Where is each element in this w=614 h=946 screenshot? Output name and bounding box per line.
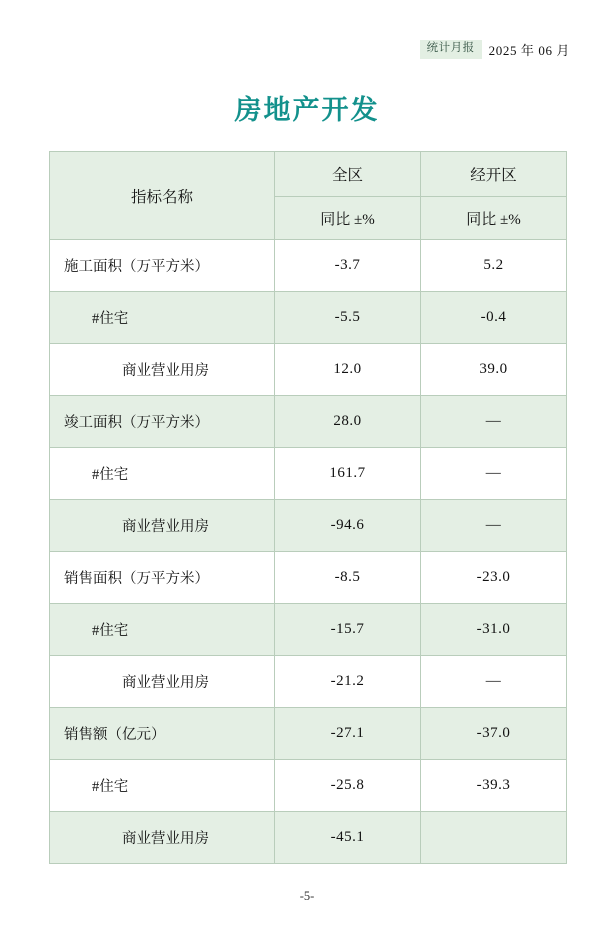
row-value-all: -25.8 bbox=[275, 760, 421, 812]
row-value-dev bbox=[421, 812, 567, 864]
table-row bbox=[50, 760, 567, 812]
row-value-dev: 39.0 bbox=[421, 344, 567, 396]
row-value-all: -21.2 bbox=[275, 656, 421, 708]
row-indicator-name: #住宅 bbox=[50, 448, 275, 500]
header-region-dev: 经开区 bbox=[421, 152, 567, 197]
table-body bbox=[50, 240, 567, 864]
table-row bbox=[50, 812, 567, 864]
row-indicator-name: 竣工面积（万平方米） bbox=[50, 396, 275, 448]
row-indicator-name: 商业营业用房 bbox=[50, 344, 275, 396]
row-value-all: -45.1 bbox=[275, 812, 421, 864]
row-value-dev: — bbox=[421, 656, 567, 708]
row-indicator-name: #住宅 bbox=[50, 760, 275, 812]
row-value-all: -5.5 bbox=[275, 292, 421, 344]
row-value-dev: — bbox=[421, 396, 567, 448]
table-row bbox=[50, 500, 567, 552]
row-indicator-name: 施工面积（万平方米） bbox=[50, 240, 275, 292]
row-value-all: -94.6 bbox=[275, 500, 421, 552]
row-indicator-name: 商业营业用房 bbox=[50, 656, 275, 708]
table-row bbox=[50, 344, 567, 396]
table-row bbox=[50, 240, 567, 292]
table-row bbox=[50, 656, 567, 708]
report-type-badge: 统计月报 bbox=[420, 40, 482, 59]
table-row bbox=[50, 552, 567, 604]
row-indicator-name: #住宅 bbox=[50, 292, 275, 344]
row-indicator-name: 销售额（亿元） bbox=[50, 708, 275, 760]
table-row bbox=[50, 708, 567, 760]
row-value-dev: -0.4 bbox=[421, 292, 567, 344]
row-value-dev: — bbox=[421, 448, 567, 500]
table-row bbox=[50, 396, 567, 448]
page-footer: -5- bbox=[299, 889, 315, 903]
row-value-dev: — bbox=[421, 500, 567, 552]
row-value-dev: 5.2 bbox=[421, 240, 567, 292]
header-indicator-name: 指标名称 bbox=[50, 152, 275, 240]
row-value-all: 28.0 bbox=[275, 396, 421, 448]
header-unit-all: 同比 ±% bbox=[275, 197, 421, 240]
report-date: 2025 年 06 月 bbox=[488, 43, 570, 58]
row-value-dev: -37.0 bbox=[421, 708, 567, 760]
table-row bbox=[50, 292, 567, 344]
row-value-all: -3.7 bbox=[275, 240, 421, 292]
row-indicator-name: 销售面积（万平方米） bbox=[50, 552, 275, 604]
row-value-dev: -23.0 bbox=[421, 552, 567, 604]
row-value-dev: -31.0 bbox=[421, 604, 567, 656]
row-value-all: -8.5 bbox=[275, 552, 421, 604]
statistics-table-wrapper bbox=[49, 151, 566, 864]
row-value-all: -15.7 bbox=[275, 604, 421, 656]
page-title: 房地产开发 bbox=[234, 95, 380, 126]
header-region-all: 全区 bbox=[275, 152, 421, 197]
row-value-dev: -39.3 bbox=[421, 760, 567, 812]
page-header bbox=[420, 40, 570, 59]
statistics-table bbox=[49, 151, 567, 864]
row-value-all: 161.7 bbox=[275, 448, 421, 500]
table-header-row-regions bbox=[50, 152, 567, 197]
table-row bbox=[50, 448, 567, 500]
row-value-all: 12.0 bbox=[275, 344, 421, 396]
row-indicator-name: #住宅 bbox=[50, 604, 275, 656]
row-indicator-name: 商业营业用房 bbox=[50, 812, 275, 864]
row-value-all: -27.1 bbox=[275, 708, 421, 760]
table-row bbox=[50, 604, 567, 656]
row-indicator-name: 商业营业用房 bbox=[50, 500, 275, 552]
table-head bbox=[50, 152, 567, 240]
header-unit-dev: 同比 ±% bbox=[421, 197, 567, 240]
